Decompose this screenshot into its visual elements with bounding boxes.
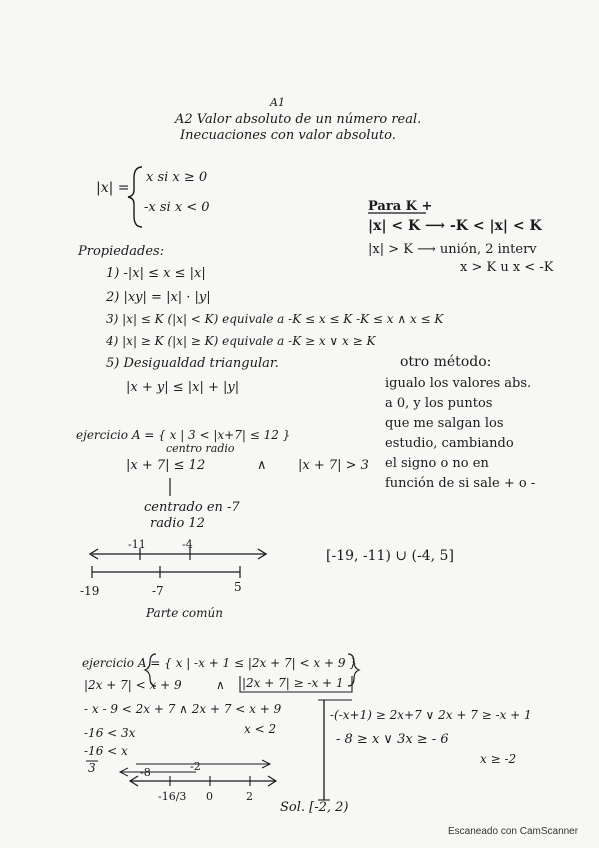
para-k-rule-2a: |x| > K ⟶ unión, 2 interv [368,242,537,257]
ejercicio-2-right-2: - 8 ≥ x ∨ 3x ≥ - 6 [336,732,449,747]
ex2-axis-tick-label: -2 [190,760,201,773]
ejercicio-1-header: ejercicio A = { x | 3 < |x+7| ≤ 12 } [76,428,291,442]
propiedad-4: 4) |x| ≥ K (|x| ≥ K) equivale a -K ≥ x ∨ x ≥ K [106,334,376,348]
ejercicio-1-step-2: |x + 7| > 3 [298,458,369,473]
otro-metodo-line-1: igualo los valores abs. [385,376,532,391]
ejercicio-2-line-2: - x - 9 < 2x + 7 ∧ 2x + 7 < x + 9 [84,702,282,716]
axis-2-tick-label: -19 [80,584,100,598]
para-k-rule-1: |x| < K ⟶ -K < |x| < K [368,218,542,234]
ex2-axis-tick-label: 0 [206,790,213,803]
propiedad-2: 2) |xy| = |x| · |y| [106,290,211,305]
ejercicio-2-line-3b: x < 2 [244,722,277,736]
propiedad-5: 5) Desigualdad triangular. [106,356,279,371]
parte-comun: Parte común [146,606,223,620]
ejercicio-2-line-4: -16 < x [84,744,128,758]
para-k-rule-2b: x > K u x < -K [460,260,554,275]
ejercicio-2-line-3a: -16 < 3x [84,726,136,740]
ejercicio-2-line-5: 3 [88,761,96,775]
otro-metodo-line-2: a 0, y los puntos [385,396,493,411]
otro-metodo-line-4: estudio, cambiando [385,436,514,451]
ejercicio-2-header: ejercicio A = { x | -x + 1 ≤ |2x + 7| < x + 9 } [82,656,357,670]
page-mark: A1 [270,96,285,109]
ejercicio-2-line-1c: |2x + 7| ≥ -x + 1 [242,676,344,690]
axis-1-tick-label: -11 [128,538,146,551]
ejercicio-1-annotation: centro radio [166,442,235,455]
definition-brace [128,167,142,227]
ejercicio-2-solution: Sol. [-2, 2) [280,800,349,815]
definition-case-1: x si x ≥ 0 [146,170,208,185]
title-line-1: A2 Valor absoluto de un número real. [175,112,422,127]
ex2-axis-tick-label: 2 [246,790,253,803]
centrado-en: centrado en -7 [144,500,240,515]
ex2-axis-tick-label: -16/3 [158,790,187,803]
ejercicio-1-and: ∧ [257,458,267,473]
ejercicio-1-result: [-19, -11) ∪ (-4, 5] [326,548,454,564]
propiedad-3: 3) |x| ≤ K (|x| < K) equivale a -K ≤ x ≤ K -K ≤ x ∧ x ≤ K [106,312,444,326]
otro-metodo-line-3: que me salgan los [385,416,504,431]
ejercicio-2-line-1a: |2x + 7| < x + 9 [84,678,182,692]
ejercicio-2-right-1: -(-x+1) ≥ 2x+7 ∨ 2x + 7 ≥ -x + 1 [330,708,532,722]
axis-2-tick-label: -7 [152,584,164,598]
ex2-axis-tick-label: -8 [140,766,151,779]
title-line-2: Inecuaciones con valor absoluto. [180,128,396,143]
propiedad-1: 1) -|x| ≤ x ≤ |x| [106,266,206,281]
camscanner-watermark: Escaneado con CamScanner [448,826,579,837]
radio-12: radio 12 [150,516,205,531]
ejercicio-1-step-1: |x + 7| ≤ 12 [126,458,206,473]
otro-metodo-heading: otro método: [400,354,492,370]
ejercicio-2-right-3: x ≥ -2 [480,752,517,766]
axis-1-tick-label: -4 [182,538,193,551]
otro-metodo-line-6: función de si sale + o - [385,476,536,491]
otro-metodo-line-5: el signo o no en [385,456,489,471]
definition-case-2: -x si x < 0 [144,200,210,215]
ejercicio-2-line-1b: ∧ [216,678,225,692]
axis-2-tick-label: 5 [234,580,242,594]
propiedades-heading: Propiedades: [78,244,165,259]
definition-lhs: |x| = [96,180,130,196]
desigualdad-triangular: |x + y| ≤ |x| + |y| [126,380,240,395]
para-k-heading: Para K + [368,199,433,214]
